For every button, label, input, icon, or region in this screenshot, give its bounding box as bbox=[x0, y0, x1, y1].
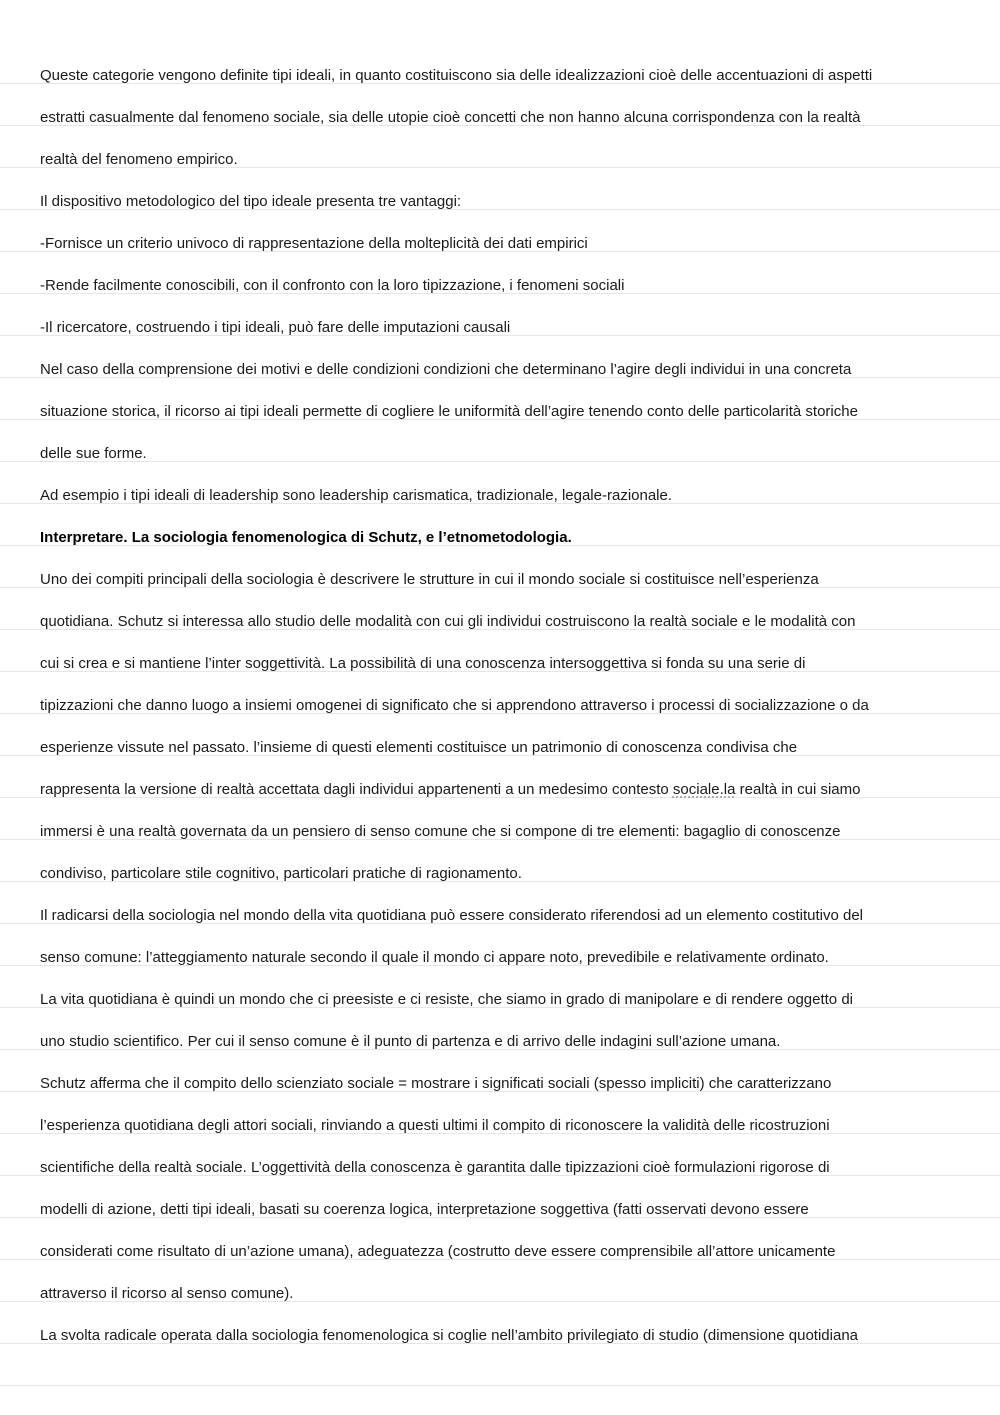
text-line: l’esperienza quotidiana degli attori sociali, rinviando a questi ultimi il compito di riconoscere la validità delle ricostruzioni bbox=[40, 1117, 830, 1134]
text-line: esperienze vissute nel passato. l’insieme di questi elementi costituisce un patrimonio di conoscenza condivisa che bbox=[40, 739, 798, 756]
text-line: Il dispositivo metodologico del tipo ideale presenta tre vantaggi: bbox=[40, 193, 462, 210]
text-line: Ad esempio i tipi ideali di leadership sono leadership carismatica, tradizionale, legale-razionale. bbox=[40, 487, 673, 504]
text-line: Schutz afferma che il compito dello scienziato sociale = mostrare i significati sociali (spesso impliciti) che caratterizzano bbox=[40, 1075, 832, 1092]
text-line: Uno dei compiti principali della sociologia è descrivere le strutture in cui il mondo sociale si costituisce nell’esperienza bbox=[40, 571, 819, 588]
text-line: -Fornisce un criterio univoco di rappresentazione della molteplicità dei dati empirici bbox=[40, 235, 588, 252]
text-line: immersi è una realtà governata da un pensiero di senso comune che si compone di tre elementi: bagaglio di conoscenze bbox=[40, 823, 841, 840]
text-line: Nel caso della comprensione dei motivi e delle condizioni condizioni che determinano l’agire degli individui in una concreta bbox=[40, 361, 852, 378]
text-line: La vita quotidiana è quindi un mondo che ci preesiste e ci resiste, che siamo in grado di manipolare e di rendere oggetto di bbox=[40, 991, 853, 1008]
text-line: -Rende facilmente conoscibili, con il confronto con la loro tipizzazione, i fenomeni sociali bbox=[40, 277, 625, 294]
text-line: quotidiana. Schutz si interessa allo studio delle modalità con cui gli individui costruiscono la realtà sociale e le modalità con bbox=[40, 613, 856, 630]
text-segment: rappresenta la versione di realtà accettata dagli individui appartenenti a un medesimo contesto bbox=[40, 781, 673, 798]
text-line: -Il ricercatore, costruendo i tipi ideali, può fare delle imputazioni causali bbox=[40, 319, 511, 336]
spellcheck-marked-word[interactable]: sociale.la bbox=[672, 781, 736, 798]
text-line: senso comune: l’atteggiamento naturale secondo il quale il mondo ci appare noto, prevedibile e relativamente ordinato. bbox=[40, 949, 829, 966]
text-line: delle sue forme. bbox=[40, 445, 147, 462]
text-line: modelli di azione, detti tipi ideali, basati su coerenza logica, interpretazione soggettiva (fatti osservati devono essere bbox=[40, 1201, 809, 1218]
text-line: realtà del fenomeno empirico. bbox=[40, 151, 238, 168]
section-heading: Interpretare. La sociologia fenomenologica di Schutz, e l’etnometodologia. bbox=[40, 529, 572, 546]
text-line: considerati come risultato di un’azione umana), adeguatezza (costrutto deve essere comprensibile all’attore unicamente bbox=[40, 1243, 836, 1260]
text-line: estratti casualmente dal fenomeno sociale, sia delle utopie cioè concetti che non hanno alcuna corrispondenza con la realtà bbox=[40, 109, 861, 126]
text-line: attraverso il ricorso al senso comune). bbox=[40, 1285, 294, 1302]
text-line: situazione storica, il ricorso ai tipi ideali permette di cogliere le uniformità dell’agire tenendo conto delle particolarità storiche bbox=[40, 403, 858, 420]
ruled-line bbox=[0, 1385, 1000, 1386]
text-line: La svolta radicale operata dalla sociologia fenomenologica si coglie nell’ambito privilegiato di studio (dimensione quotidiana bbox=[40, 1327, 858, 1344]
text-line: Il radicarsi della sociologia nel mondo della vita quotidiana può essere considerato riferendosi ad un elemento costitutivo del bbox=[40, 907, 863, 924]
text-line: condiviso, particolare stile cognitivo, particolari pratiche di ragionamento. bbox=[40, 865, 522, 882]
text-line-with-mark bbox=[40, 780, 980, 800]
text-line: tipizzazioni che danno luogo a insiemi omogenei di significato che si apprendono attraverso i processi di socializzazione o da bbox=[40, 697, 869, 714]
text-line: uno studio scientifico. Per cui il senso comune è il punto di partenza e di arrivo delle indagini sull’azione umana. bbox=[40, 1033, 781, 1050]
text-line: Queste categorie vengono definite tipi ideali, in quanto costituiscono sia delle idealizzazioni cioè delle accentuazioni di aspetti bbox=[40, 67, 873, 84]
text-line: scientifiche della realtà sociale. L’oggettività della conoscenza è garantita dalle tipizzazioni cioè formulazioni rigorose di bbox=[40, 1159, 830, 1176]
text-line: cui si crea e si mantiene l’inter soggettività. La possibilità di una conoscenza intersoggettiva si fonda su una serie di bbox=[40, 655, 806, 672]
text-segment: realtà in cui siamo bbox=[735, 781, 861, 798]
